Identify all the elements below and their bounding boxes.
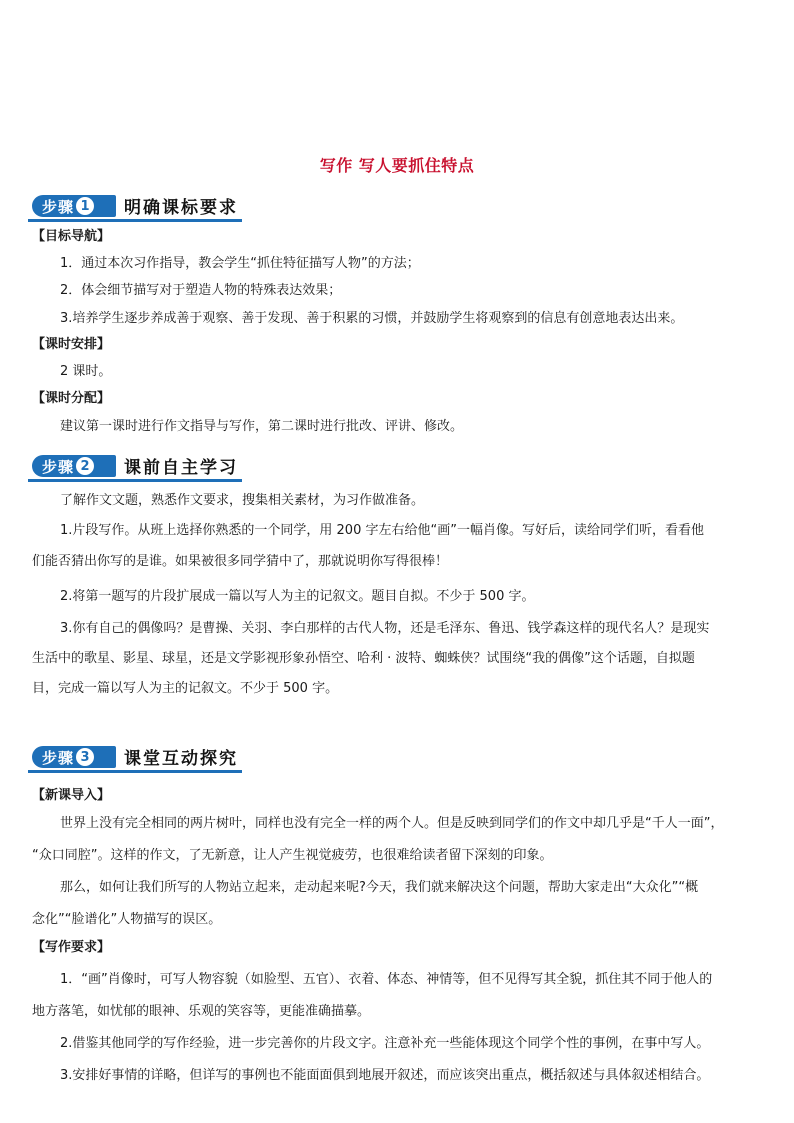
paragraph: 2.借鉴其他同学的写作经验，进一步完善你的片段文字。注意补充一些能体现这个同学个性的事例，在事中写人。 [60,1036,710,1051]
step-word: 步骤 [42,197,75,216]
section-heading: 【写作要求】 [32,940,111,955]
step-2-header [32,453,242,479]
paragraph: 3.你有自己的偶像吗？是曹操、关羽、李白那样的古代人物，还是毛泽东、鲁迅、钱学森这样的现代名人？是现实 [60,621,710,636]
paragraph: 目，完成一篇以写人为主的记叙文。不少于 500 字。 [32,681,339,696]
step-badge [32,455,116,477]
paragraph: 地方落笔，如忧郁的眼神、乐观的笑容等，更能准确描摹。 [32,1004,371,1019]
paragraph: 2．体会细节描写对于塑造人物的特殊表达效果； [60,283,342,298]
paragraph: 1.片段写作。从班上选择你熟悉的一个同学，用 200 字左右给他“画”一幅肖像。写好后，读给同学们听，看看他 [60,523,704,538]
paragraph: 2 课时。 [60,364,112,379]
paragraph: 建议第一课时进行作文指导与写作，第二课时进行批改、评讲、修改。 [60,419,464,434]
step-badge [32,195,116,217]
paragraph: 念化”“脸谱化”人物描写的误区。 [32,912,222,927]
paragraph: 们能否猜出你写的是谁。如果被很多同学猜中了，那就说明你写得很棒！ [32,554,449,569]
section-heading: 【课时安排】 [32,337,111,352]
paragraph: 生活中的歌星、影星、球星，还是文学影视形象孙悟空、哈利 · 波特、蜘蛛侠？试围绕“我的偶像”这个话题，自拟题 [32,651,695,666]
section-heading: 【目标导航】 [32,229,111,244]
step-word: 步骤 [42,457,75,476]
paragraph: 世界上没有完全相同的两片树叶，同样也没有完全一样的两个人。但是反映到同学们的作文中却几乎是“千人一面”， [60,816,724,831]
paragraph: 了解作文文题，熟悉作文要求，搜集相关素材，为习作做准备。 [60,493,425,508]
paragraph: 1．“画”肖像时，可写人物容貌（如脸型、五官）、衣着、体态、神情等，但不见得写其全貌，抓住其不同于他人的 [60,972,713,987]
paragraph: “众口同腔”。这样的作文，了无新意，让人产生视觉疲劳，也很难给读者留下深刻的印象。 [32,848,553,863]
step-title: 课堂互动探究 [122,744,242,771]
paragraph: 3.培养学生逐步养成善于观察、善于发现、善于积累的习惯，并鼓励学生将观察到的信息有创意地表达出来。 [60,311,684,326]
paragraph: 那么，如何让我们所写的人物站立起来，走动起来呢?今天，我们就来解决这个问题，帮助大家走出“大众化”“概 [60,880,699,895]
step-number: 2 [76,457,94,475]
step-title: 课前自主学习 [122,453,242,480]
step-badge [32,746,116,768]
document-title: 写作 写人要抓住特点 [319,156,475,175]
step-number: 3 [76,748,94,766]
paragraph: 3.安排好事情的详略，但详写的事例也不能面面俱到地展开叙述，而应该突出重点，概括叙述与具体叙述相结合。 [60,1068,710,1083]
step-title: 明确课标要求 [122,193,242,220]
step-number: 1 [76,197,94,215]
paragraph: 2.将第一题写的片段扩展成一篇以写人为主的记叙文。题目自拟。不少于 500 字。 [60,589,535,604]
step-1-header [32,193,242,219]
step-word: 步骤 [42,748,75,767]
step-3-header [32,744,242,770]
section-heading: 【新课导入】 [32,788,111,803]
section-heading: 【课时分配】 [32,391,111,406]
paragraph: 1．通过本次习作指导，教会学生“抓住特征描写人物”的方法； [60,256,420,271]
